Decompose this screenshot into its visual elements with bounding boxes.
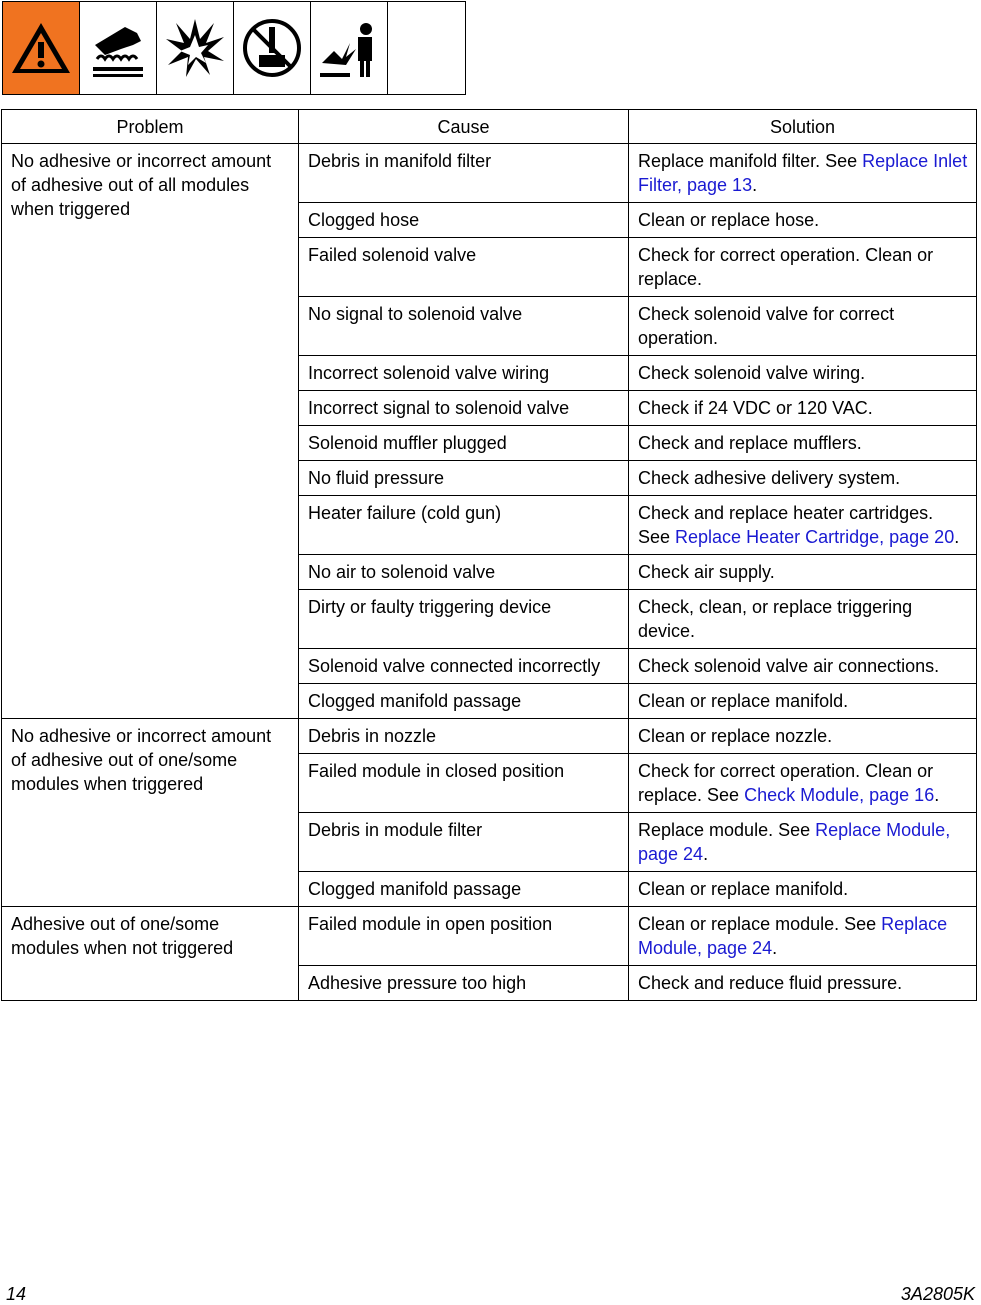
solution-suffix: . (934, 785, 940, 805)
cause-cell: No fluid pressure (299, 461, 629, 496)
solution-cell (629, 907, 977, 966)
solution-cell: Clean or replace manifold. (629, 872, 977, 907)
table-row (2, 907, 977, 966)
hot-surface-icon (80, 2, 157, 94)
cause-cell: Failed solenoid valve (299, 238, 629, 297)
solution-cell: Check and replace mufflers. (629, 426, 977, 461)
cause-cell: Heater failure (cold gun) (299, 496, 629, 555)
problem-cell: No adhesive or incorrect amount of adhesive out of all modules when triggered (2, 144, 299, 719)
manual-link[interactable]: Replace Inlet Filter, page 13 (638, 151, 968, 195)
cause-cell: Clogged manifold passage (299, 872, 629, 907)
cause-cell: Incorrect solenoid valve wiring (299, 356, 629, 391)
page-number: 14 (6, 1284, 27, 1304)
troubleshooting-table (1, 109, 977, 1001)
solution-cell (629, 144, 977, 203)
warning-icon (3, 2, 80, 94)
header-cause: Cause (299, 110, 629, 144)
solution-cell: Check solenoid valve air connections. (629, 649, 977, 684)
fire-explosion-icon (157, 2, 234, 94)
spray-hazard-icon (311, 2, 388, 94)
table-row (2, 719, 977, 754)
cause-cell: Failed module in closed position (299, 754, 629, 813)
cause-cell: Adhesive pressure too high (299, 966, 629, 1001)
solution-cell: Check for correct operation. Clean or replace. (629, 238, 977, 297)
header-solution: Solution (629, 110, 977, 144)
document-id: 3A2805K (900, 1284, 975, 1304)
cause-cell: Failed module in open position (299, 907, 629, 966)
solution-cell: Check, clean, or replace triggering device. (629, 590, 977, 649)
cause-cell: Debris in manifold filter (299, 144, 629, 203)
solution-cell: Check air supply. (629, 555, 977, 590)
solution-text: Check for correct operation. Clean or replace. See (638, 761, 934, 805)
cause-cell: Dirty or faulty triggering device (299, 590, 629, 649)
cause-cell: Clogged manifold passage (299, 684, 629, 719)
solution-cell: Check solenoid valve wiring. (629, 356, 977, 391)
solution-cell: Clean or replace manifold. (629, 684, 977, 719)
manual-link[interactable]: Replace Module, page 24 (638, 914, 948, 958)
cause-cell: Solenoid valve connected incorrectly (299, 649, 629, 684)
cause-cell: No signal to solenoid valve (299, 297, 629, 356)
solution-suffix: . (703, 844, 709, 864)
solution-text: Replace module. See (638, 820, 816, 840)
blank-icon (388, 2, 465, 94)
manual-link[interactable]: Replace Module, page 24 (638, 820, 951, 864)
solution-cell: Check if 24 VDC or 120 VAC. (629, 391, 977, 426)
solution-cell (629, 813, 977, 872)
solution-text: Check and replace heater cartridges. See (638, 503, 934, 547)
solution-text: Replace manifold filter. See (638, 151, 863, 171)
manual-link[interactable]: Replace Heater Cartridge, page 20 (675, 527, 955, 547)
no-flame-icon (234, 2, 311, 94)
cause-cell: Clogged hose (299, 203, 629, 238)
cause-cell: Incorrect signal to solenoid valve (299, 391, 629, 426)
solution-cell (629, 754, 977, 813)
solution-suffix: . (772, 938, 778, 958)
table-header-row (2, 110, 977, 144)
header-problem: Problem (2, 110, 299, 144)
problem-cell: Adhesive out of one/some modules when not triggered (2, 907, 299, 1001)
solution-cell: Clean or replace hose. (629, 203, 977, 238)
cause-cell: Debris in module filter (299, 813, 629, 872)
manual-link[interactable]: Check Module, page 16 (744, 785, 935, 805)
solution-cell: Check adhesive delivery system. (629, 461, 977, 496)
solution-cell: Clean or replace nozzle. (629, 719, 977, 754)
solution-suffix: . (752, 175, 758, 195)
cause-cell: Debris in nozzle (299, 719, 629, 754)
solution-text: Clean or replace module. See (638, 914, 882, 934)
problem-cell: No adhesive or incorrect amount of adhesive out of one/some modules when triggered (2, 719, 299, 907)
table-row (2, 144, 977, 203)
hazard-icon-strip (2, 1, 466, 95)
solution-cell: Check solenoid valve for correct operation. (629, 297, 977, 356)
solution-suffix: . (954, 527, 960, 547)
solution-cell: Check and reduce fluid pressure. (629, 966, 977, 1001)
cause-cell: Solenoid muffler plugged (299, 426, 629, 461)
solution-cell (629, 496, 977, 555)
cause-cell: No air to solenoid valve (299, 555, 629, 590)
